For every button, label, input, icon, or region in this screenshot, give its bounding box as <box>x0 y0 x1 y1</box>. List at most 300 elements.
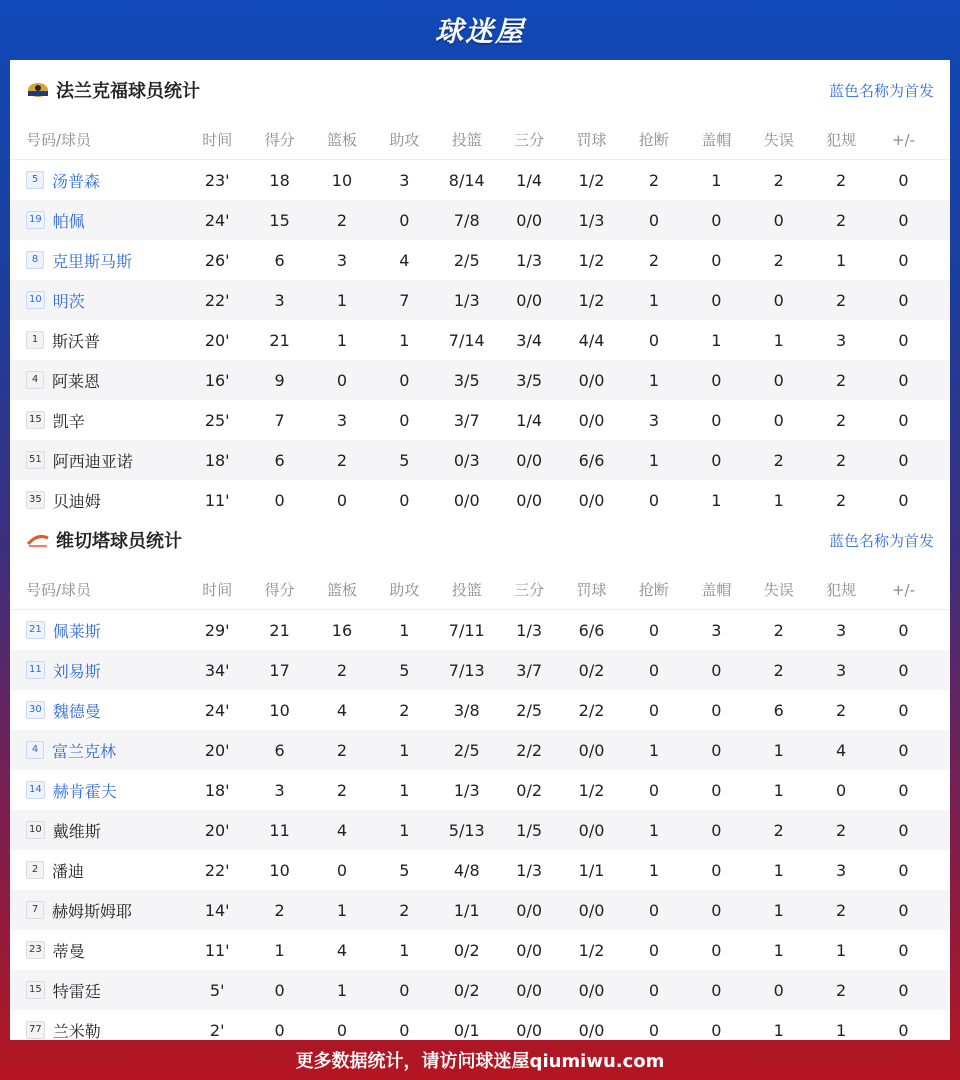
stat-cell: 0 <box>711 980 722 1000</box>
stat-cell: 6 <box>773 700 784 720</box>
stat-cell: 0 <box>711 410 722 430</box>
player-name[interactable]: 魏德曼 <box>52 701 101 721</box>
player-row[interactable] <box>10 770 950 810</box>
jersey-number: 23 <box>26 941 45 959</box>
jersey-number: 4 <box>26 741 44 759</box>
stat-cell: 3/5 <box>453 370 480 390</box>
stat-cell: 1 <box>336 980 348 1000</box>
column-header: +/- <box>891 580 916 599</box>
stat-cell: 0/3 <box>453 450 480 470</box>
stat-cell: 18' <box>204 780 230 800</box>
player-row[interactable] <box>10 930 950 970</box>
stat-cell: 3 <box>836 660 847 680</box>
stat-cell: 0 <box>711 820 722 840</box>
stat-cell: 2 <box>836 490 847 510</box>
stat-cell: 2 <box>836 450 847 470</box>
stat-cell: 0 <box>399 1020 410 1040</box>
site-logo: 球迷屋 <box>434 15 525 48</box>
player-cell <box>10 859 186 882</box>
stat-cell: 0 <box>648 780 660 800</box>
stat-cell: 2 <box>274 900 285 920</box>
column-header: 罚球 <box>576 131 607 149</box>
player-cell <box>10 779 186 802</box>
stat-cell: 0/0 <box>516 980 543 1000</box>
stat-cell: 0/1 <box>453 1020 480 1040</box>
stat-cell: 2 <box>836 900 847 920</box>
stat-cell: 3/7 <box>453 410 480 430</box>
column-header-row <box>10 570 950 610</box>
stat-cell: 1 <box>399 330 410 350</box>
stat-cell: 0 <box>648 620 660 640</box>
column-header: 号码/球员 <box>26 131 92 149</box>
stat-cell: 0 <box>898 210 909 230</box>
player-name[interactable]: 赫肯霍夫 <box>52 781 117 801</box>
stat-cell: 0/0 <box>453 490 480 510</box>
stat-cell: 1 <box>399 740 410 760</box>
stat-cell: 4 <box>336 820 348 840</box>
player-cell <box>10 209 186 232</box>
stat-cell: 0 <box>773 410 784 430</box>
stat-cell: 0 <box>898 410 909 430</box>
stat-cell: 1/2 <box>578 780 605 800</box>
stat-cell: 1 <box>773 780 784 800</box>
stat-cell: 1/2 <box>578 940 605 960</box>
stat-cell: 2 <box>773 250 784 270</box>
stat-cell: 1/2 <box>578 170 605 190</box>
jersey-number: 10 <box>26 291 45 309</box>
stat-cell: 3 <box>399 170 410 190</box>
player-row[interactable] <box>10 730 950 770</box>
player-row[interactable] <box>10 650 950 690</box>
stat-cell: 2 <box>773 820 784 840</box>
stat-cell: 1 <box>648 820 660 840</box>
player-row[interactable] <box>10 970 950 1010</box>
stat-cell: 0 <box>773 980 784 1000</box>
stat-cell: 2 <box>773 170 784 190</box>
stat-cell: 2/5 <box>453 740 480 760</box>
column-header: 篮板 <box>326 581 357 599</box>
stat-cell: 1/4 <box>516 170 543 190</box>
starter-note: 蓝色名称为首发 <box>828 81 934 100</box>
stat-cell: 1 <box>648 370 660 390</box>
stat-cell: 1 <box>711 170 722 190</box>
stat-cell: 4 <box>399 250 410 270</box>
stat-cell: 18 <box>269 170 290 190</box>
stat-cell: 2/2 <box>578 700 605 720</box>
stat-cell: 10 <box>331 170 353 190</box>
stat-cell: 2/5 <box>516 700 543 720</box>
stat-cell: 3 <box>711 620 722 640</box>
stat-cell: 3 <box>836 330 847 350</box>
player-row[interactable] <box>10 690 950 730</box>
column-header: 犯规 <box>826 131 857 149</box>
stat-cell: 25' <box>204 410 230 430</box>
stat-cell: 3 <box>836 620 847 640</box>
player-name[interactable]: 刘易斯 <box>52 661 101 681</box>
footer-banner[interactable] <box>0 1040 960 1080</box>
column-header: 失误 <box>763 131 794 149</box>
jersey-number: 14 <box>26 781 45 799</box>
stat-cell: 2 <box>399 700 410 720</box>
stat-cell: 2 <box>836 210 847 230</box>
stat-cell: 1 <box>773 900 784 920</box>
player-name[interactable]: 帕佩 <box>52 211 85 231</box>
column-header: 号码/球员 <box>26 581 92 599</box>
jersey-number: 7 <box>26 901 44 919</box>
stat-cell: 1 <box>648 740 660 760</box>
stat-cell: 34' <box>204 660 230 680</box>
stat-cell: 0 <box>274 1020 285 1040</box>
stat-cell: 22' <box>204 290 230 310</box>
jersey-number: 8 <box>26 251 44 269</box>
stat-cell: 0/2 <box>453 940 480 960</box>
column-header: 抢断 <box>638 131 669 149</box>
stat-cell: 1/3 <box>516 250 543 270</box>
player-cell <box>10 329 186 352</box>
stat-cell: 0 <box>399 490 410 510</box>
stat-cell: 1 <box>399 820 410 840</box>
player-cell <box>10 249 186 272</box>
stat-cell: 0 <box>898 820 909 840</box>
stat-cell: 15 <box>269 210 290 230</box>
stat-cell: 3/4 <box>516 330 543 350</box>
stat-cell: 2 <box>336 740 348 760</box>
stat-cell: 4/4 <box>578 330 605 350</box>
jersey-number: 15 <box>26 411 45 429</box>
stat-cell: 2 <box>773 450 784 470</box>
stat-cell: 0 <box>898 660 909 680</box>
stat-cell: 0 <box>648 660 660 680</box>
stat-cell: 0 <box>399 980 410 1000</box>
stat-cell: 0/0 <box>578 1020 605 1040</box>
player-row[interactable] <box>10 440 950 480</box>
player-cell <box>10 449 186 472</box>
stat-cell: 1/1 <box>578 860 605 880</box>
column-header: 助攻 <box>389 131 420 149</box>
stat-cell: 1/4 <box>516 410 543 430</box>
stat-cell: 0 <box>648 330 660 350</box>
stat-cell: 3/5 <box>516 370 543 390</box>
stat-cell: 1/2 <box>578 290 605 310</box>
stat-cell: 1 <box>773 490 784 510</box>
stat-cell: 1/3 <box>578 210 605 230</box>
column-header: 盖帽 <box>701 131 732 149</box>
starter-note: 蓝色名称为首发 <box>828 531 934 550</box>
stat-cell: 0/0 <box>516 290 543 310</box>
footer-text: 更多数据统计，请访问球迷屋qiumiwu.com <box>295 1051 665 1072</box>
stat-cell: 0 <box>898 780 909 800</box>
stat-cell: 0 <box>648 1020 660 1040</box>
stat-cell: 1 <box>648 860 660 880</box>
column-header: 篮板 <box>326 131 357 149</box>
stat-cell: 0 <box>711 740 722 760</box>
stat-cell: 10 <box>269 700 290 720</box>
stat-cell: 6 <box>274 740 285 760</box>
stat-cell: 0 <box>648 210 660 230</box>
player-row[interactable] <box>10 890 950 930</box>
stat-cell: 1 <box>836 1020 847 1040</box>
column-header: 投篮 <box>451 131 482 149</box>
stat-cell: 0 <box>399 410 410 430</box>
column-header: 投篮 <box>451 581 482 599</box>
stat-cell: 0 <box>399 370 410 390</box>
stat-cell: 5 <box>399 860 410 880</box>
stat-cell: 0 <box>336 490 348 510</box>
player-name[interactable]: 明茨 <box>52 291 85 311</box>
stat-cell: 0 <box>898 250 909 270</box>
player-row[interactable] <box>10 610 950 650</box>
stat-cell: 1 <box>336 330 348 350</box>
player-name[interactable]: 潘迪 <box>52 861 85 881</box>
stat-cell: 2 <box>836 370 847 390</box>
stat-cell: 0 <box>711 370 722 390</box>
jersey-number: 1 <box>26 331 44 349</box>
stat-cell: 5 <box>399 450 410 470</box>
player-name[interactable]: 汤普森 <box>52 171 101 191</box>
stat-cell: 2 <box>336 780 348 800</box>
stat-cell: 2 <box>836 170 847 190</box>
stat-cell: 1 <box>836 250 847 270</box>
stat-cell: 4 <box>836 740 847 760</box>
stat-cell: 6 <box>274 250 285 270</box>
stat-cell: 0 <box>773 210 784 230</box>
player-name[interactable]: 赫姆斯姆耶 <box>52 901 133 921</box>
player-row[interactable] <box>10 360 950 400</box>
stat-cell: 0 <box>898 490 909 510</box>
stat-cell: 7/14 <box>448 330 485 350</box>
player-name[interactable]: 凯辛 <box>52 411 85 431</box>
stat-cell: 2 <box>836 820 847 840</box>
player-name[interactable]: 克里斯马斯 <box>52 251 133 271</box>
stat-cell: 8/14 <box>448 170 485 190</box>
stat-cell: 0/0 <box>516 450 543 470</box>
player-cell <box>10 169 186 192</box>
player-cell <box>10 819 186 842</box>
stat-cell: 0 <box>336 370 348 390</box>
stat-cell: 17 <box>269 660 290 680</box>
stat-cell: 0 <box>898 940 909 960</box>
player-name[interactable]: 佩莱斯 <box>52 621 101 641</box>
player-row[interactable] <box>10 400 950 440</box>
column-header: 三分 <box>514 581 545 599</box>
stat-cell: 2 <box>336 450 348 470</box>
stat-cell: 2 <box>648 250 660 270</box>
stat-cell: 7 <box>399 290 410 310</box>
player-row[interactable] <box>10 320 950 360</box>
stat-cell: 0/2 <box>516 780 543 800</box>
player-row[interactable] <box>10 200 950 240</box>
column-header: +/- <box>891 130 916 149</box>
player-row[interactable] <box>10 240 950 280</box>
player-cell <box>10 619 186 642</box>
player-name[interactable]: 斯沃普 <box>52 331 101 351</box>
column-header: 三分 <box>514 131 545 149</box>
stat-cell: 0 <box>898 980 909 1000</box>
stat-cell: 16' <box>204 370 230 390</box>
stat-cell: 21 <box>269 330 290 350</box>
stat-cell: 4/8 <box>453 860 480 880</box>
jersey-number: 5 <box>26 171 44 189</box>
stat-cell: 0 <box>711 290 722 310</box>
stat-cell: 0 <box>648 700 660 720</box>
column-header: 时间 <box>202 581 233 599</box>
stat-cell: 1/1 <box>453 900 480 920</box>
stat-cell: 24' <box>204 210 230 230</box>
stat-cell: 11' <box>204 940 230 960</box>
column-header: 抢断 <box>638 581 669 599</box>
player-cell <box>10 979 186 1002</box>
column-header: 失误 <box>763 581 794 599</box>
stat-cell: 11' <box>204 490 230 510</box>
stat-cell: 0 <box>898 900 909 920</box>
stat-cell: 20' <box>204 820 230 840</box>
stat-cell: 0/2 <box>578 660 605 680</box>
stat-cell: 3 <box>336 250 348 270</box>
player-cell <box>10 939 186 962</box>
app-header <box>0 0 960 60</box>
stat-cell: 1 <box>336 290 348 310</box>
frankfurt-team-logo-icon <box>26 81 50 99</box>
stat-cell: 1/5 <box>516 820 543 840</box>
stat-cell: 3/8 <box>453 700 480 720</box>
player-cell <box>10 1019 186 1042</box>
stat-cell: 1 <box>274 940 285 960</box>
player-name[interactable]: 兰米勒 <box>52 1021 101 1041</box>
stat-cell: 0/0 <box>516 1020 543 1040</box>
jersey-number: 11 <box>26 661 45 679</box>
column-header: 助攻 <box>389 581 420 599</box>
stat-cell: 0 <box>711 780 722 800</box>
stat-cell: 1 <box>648 290 660 310</box>
team-section-home <box>10 60 950 520</box>
player-name[interactable]: 戴维斯 <box>52 821 101 841</box>
stat-cell: 0 <box>898 290 909 310</box>
stat-cell: 1/3 <box>453 290 480 310</box>
stat-cell: 1 <box>711 330 722 350</box>
stat-cell: 0 <box>898 860 909 880</box>
stat-cell: 3 <box>336 410 348 430</box>
stat-cell: 2 <box>836 290 847 310</box>
stat-cell: 3/7 <box>516 660 543 680</box>
stat-cell: 21 <box>269 620 290 640</box>
player-row[interactable] <box>10 810 950 850</box>
stat-cell: 26' <box>204 250 230 270</box>
player-name[interactable]: 贝迪姆 <box>52 491 101 511</box>
stat-cell: 1/3 <box>516 620 543 640</box>
stat-cell: 0/0 <box>516 490 543 510</box>
stat-cell: 0 <box>836 780 847 800</box>
column-header: 盖帽 <box>701 581 732 599</box>
jersey-number: 51 <box>26 451 45 469</box>
stat-cell: 2 <box>336 660 348 680</box>
stat-cell: 1 <box>773 740 784 760</box>
stat-cell: 24' <box>204 700 230 720</box>
stat-cell: 2 <box>773 620 784 640</box>
section-header <box>10 60 950 120</box>
player-name[interactable]: 特雷廷 <box>52 981 101 1001</box>
stat-cell: 1/2 <box>578 250 605 270</box>
stat-cell: 2 <box>336 210 348 230</box>
stat-cell: 7/8 <box>453 210 480 230</box>
player-row[interactable] <box>10 160 950 200</box>
stat-cell: 0 <box>711 250 722 270</box>
jersey-number: 77 <box>26 1021 45 1039</box>
stat-cell: 0 <box>648 980 660 1000</box>
stat-cell: 5' <box>209 980 225 1000</box>
player-cell <box>10 699 186 722</box>
stat-cell: 22' <box>204 860 230 880</box>
stat-cell: 1 <box>399 620 410 640</box>
section-header <box>10 510 950 570</box>
stat-cell: 0/0 <box>578 370 605 390</box>
stat-cell: 0 <box>274 980 285 1000</box>
stat-cell: 1 <box>773 860 784 880</box>
column-header: 犯规 <box>826 581 857 599</box>
stat-cell: 1 <box>773 1020 784 1040</box>
section-title: 法兰克福球员统计 <box>56 81 200 102</box>
stat-cell: 1 <box>773 940 784 960</box>
section-title-wrap <box>26 527 182 553</box>
jersey-number: 30 <box>26 701 45 719</box>
stat-cell: 1/3 <box>453 780 480 800</box>
player-row[interactable] <box>10 850 950 890</box>
column-header: 得分 <box>264 581 295 599</box>
stat-cell: 3 <box>836 860 847 880</box>
stat-cell: 18' <box>204 450 230 470</box>
column-header: 时间 <box>202 131 233 149</box>
stat-cell: 23' <box>204 170 230 190</box>
player-name[interactable]: 阿西迪亚诺 <box>52 451 133 471</box>
jersey-number: 4 <box>26 371 44 389</box>
stat-cell: 2/5 <box>453 250 480 270</box>
stat-cell: 0/0 <box>578 820 605 840</box>
stat-cell: 0 <box>648 490 660 510</box>
jersey-number: 21 <box>26 621 45 639</box>
stat-cell: 1/3 <box>516 860 543 880</box>
jersey-number: 2 <box>26 861 44 879</box>
player-cell <box>10 289 186 312</box>
column-header: 罚球 <box>576 581 607 599</box>
stat-cell: 2 <box>773 660 784 680</box>
stat-cell: 5/13 <box>448 820 485 840</box>
player-name[interactable]: 蒂曼 <box>52 941 85 961</box>
player-name[interactable]: 阿莱恩 <box>52 371 101 391</box>
stat-cell: 0 <box>711 700 722 720</box>
column-header: 得分 <box>264 131 295 149</box>
team-section-away <box>10 510 950 1050</box>
stat-cell: 7/11 <box>448 620 485 640</box>
player-cell <box>10 409 186 432</box>
stat-cell: 2' <box>209 1020 225 1040</box>
player-name[interactable]: 富兰克林 <box>52 741 117 761</box>
stat-cell: 16 <box>331 620 353 640</box>
stat-cell: 0 <box>898 620 909 640</box>
stat-cell: 6/6 <box>578 450 605 470</box>
stat-cell: 0 <box>898 1020 909 1040</box>
stat-cell: 2 <box>836 980 847 1000</box>
stat-cell: 0 <box>711 940 722 960</box>
stat-cell: 10 <box>269 860 290 880</box>
section-title-wrap <box>26 77 200 103</box>
stat-cell: 0/0 <box>578 740 605 760</box>
stat-cell: 0 <box>898 740 909 760</box>
stat-cell: 20' <box>204 330 230 350</box>
stat-cell: 0 <box>711 900 722 920</box>
stat-cell: 3 <box>274 290 285 310</box>
player-row[interactable] <box>10 280 950 320</box>
stat-cell: 0 <box>898 450 909 470</box>
jersey-number: 15 <box>26 981 45 999</box>
